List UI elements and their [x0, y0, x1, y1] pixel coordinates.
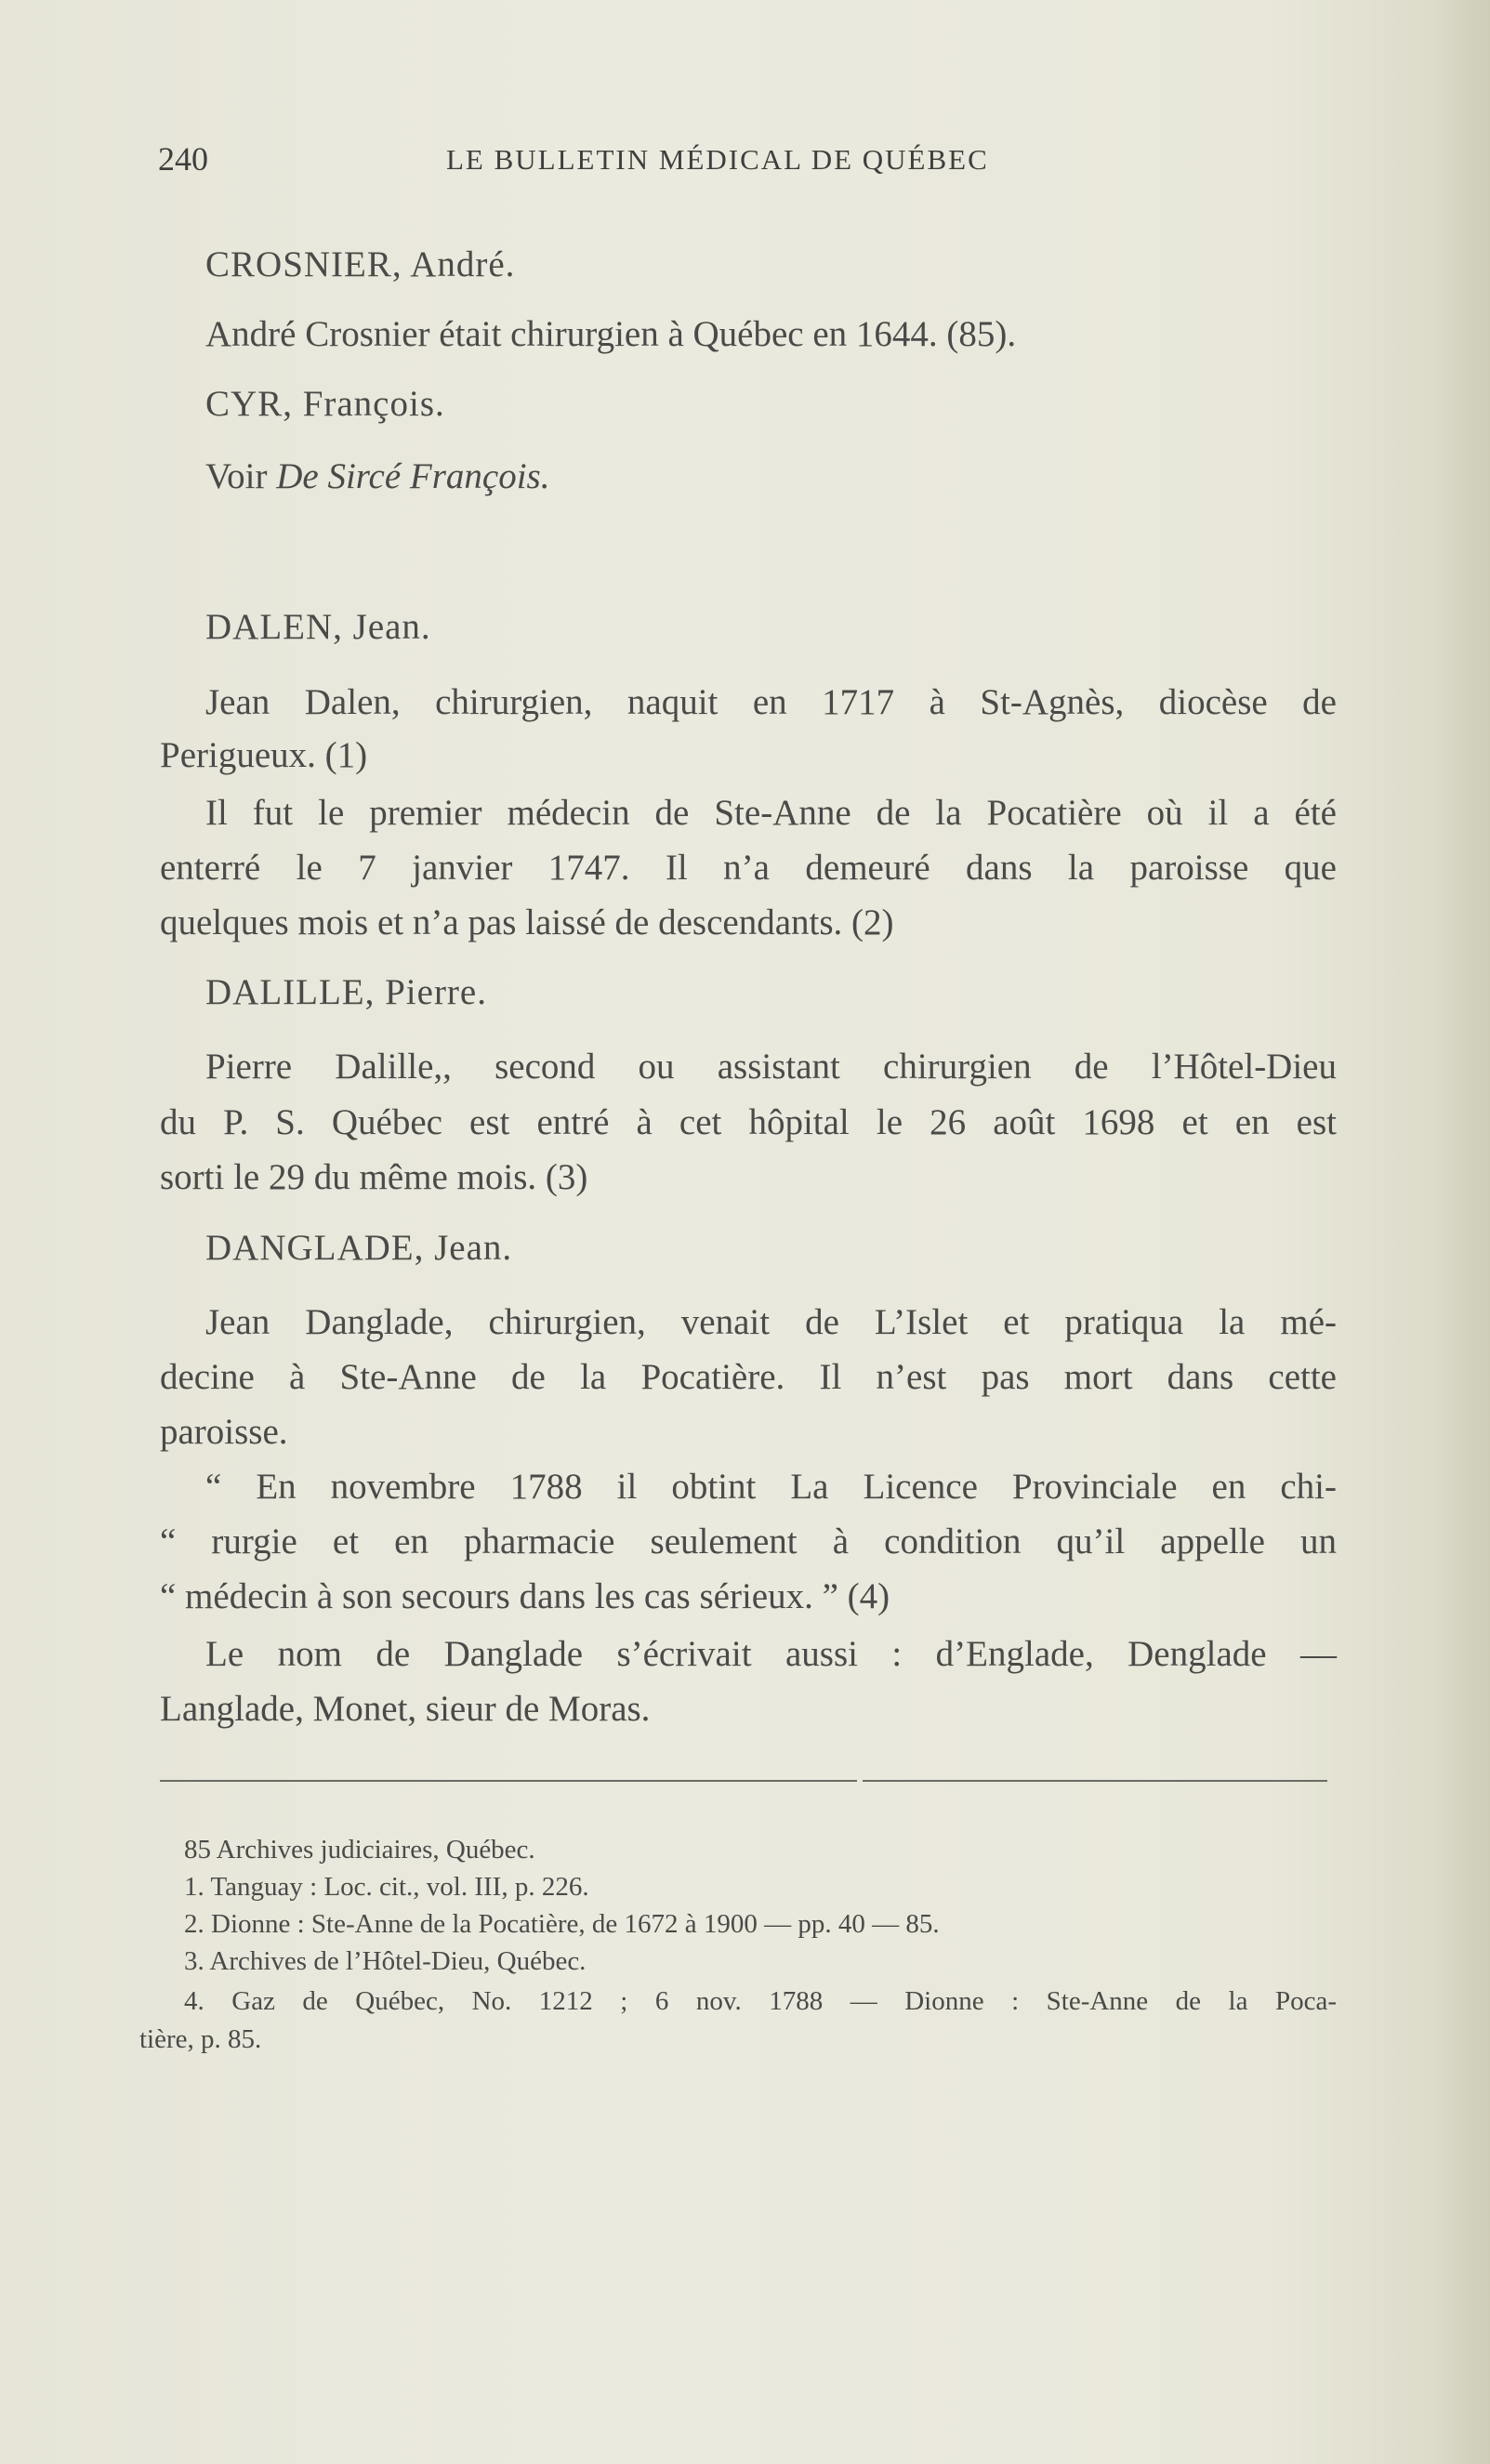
footnote-rule-left: [160, 1780, 857, 1782]
danglade-quote-line-3: “ médecin à son secours dans les cas sérieux. ” (4): [160, 1576, 890, 1616]
entry-heading-dalille: DALILLE, Pierre.: [205, 972, 487, 1012]
dalille-line-1: Pierre Dalille,, second ou assistant chirurgien de l’Hôtel-Dieu: [205, 1047, 1337, 1087]
entry-heading-cyr: CYR, François.: [205, 384, 445, 424]
footnote-1: 1. Tanguay : Loc. cit., vol. III, p. 226.: [184, 1872, 589, 1902]
danglade-line-3: paroisse.: [160, 1412, 288, 1452]
danglade-line-1: Jean Danglade, chirurgien, venait de L’Islet et pratiqua la mé-: [205, 1302, 1337, 1342]
page-spine-shadow: [1434, 0, 1490, 2464]
footnote-85: 85 Archives judiciaires, Québec.: [184, 1835, 535, 1864]
dalen-line-1: Jean Dalen, chirurgien, naquit en 1717 à St-Agnès, diocèse de: [205, 682, 1337, 722]
dalen-line-3: Il fut le premier médecin de Ste-Anne de la Pocatière où il a été: [205, 793, 1337, 833]
danglade-quote-line-1: “ En novembre 1788 il obtint La Licence Provinciale en chi-: [205, 1467, 1337, 1507]
cyr-cross-reference: De Sircé François.: [276, 456, 550, 496]
dalille-line-2: du P. S. Québec est entré à cet hôpital le 26 août 1698 et en est: [160, 1102, 1337, 1142]
entry-heading-danglade: DANGLADE, Jean.: [205, 1228, 513, 1268]
footnote-2: 2. Dionne : Ste-Anne de la Pocatière, de 1672 à 1900 — pp. 40 — 85.: [184, 1909, 940, 1939]
footnote-rule-right: [863, 1780, 1327, 1782]
danglade-quote-line-2: “ rurgie et en pharmacie seulement à condition qu’il appelle un: [160, 1522, 1337, 1561]
dalen-line-5: quelques mois et n’a pas laissé de descendants. (2): [160, 903, 894, 942]
footnote-3: 3. Archives de l’Hôtel-Dieu, Québec.: [184, 1946, 587, 1976]
dalen-line-4: enterré le 7 janvier 1747. Il n’a demeuré dans la paroisse que: [160, 848, 1337, 888]
footnote-4-line-2: tière, p. 85.: [139, 2024, 262, 2054]
entry-text-cyr: [205, 449, 1339, 505]
entry-heading-crosnier: CROSNIER, André.: [205, 244, 516, 284]
danglade-line-8: Langlade, Monet, sieur de Moras.: [160, 1689, 651, 1729]
dalen-line-2: Perigueux. (1): [160, 735, 368, 775]
running-title: LE BULLETIN MÉDICAL DE QUÉBEC: [446, 143, 989, 176]
footnote-4-line-1: 4. Gaz de Québec, No. 1212 ; 6 nov. 1788 — Dionne : Ste-Anne de la Poca-: [184, 1986, 1337, 2016]
entry-text-crosnier: André Crosnier était chirurgien à Québec en 1644. (85).: [205, 314, 1017, 354]
danglade-line-2: decine à Ste-Anne de la Pocatière. Il n’est pas mort dans cette: [160, 1357, 1337, 1397]
dalille-line-3: sorti le 29 du même mois. (3): [160, 1157, 588, 1197]
page-header: [158, 139, 1338, 186]
entry-heading-dalen: DALEN, Jean.: [205, 607, 431, 647]
page-number: 240: [158, 140, 208, 178]
cyr-voir-text: Voir: [205, 456, 268, 496]
danglade-line-7: Le nom de Danglade s’écrivait aussi : d’Englade, Denglade —: [205, 1634, 1337, 1674]
